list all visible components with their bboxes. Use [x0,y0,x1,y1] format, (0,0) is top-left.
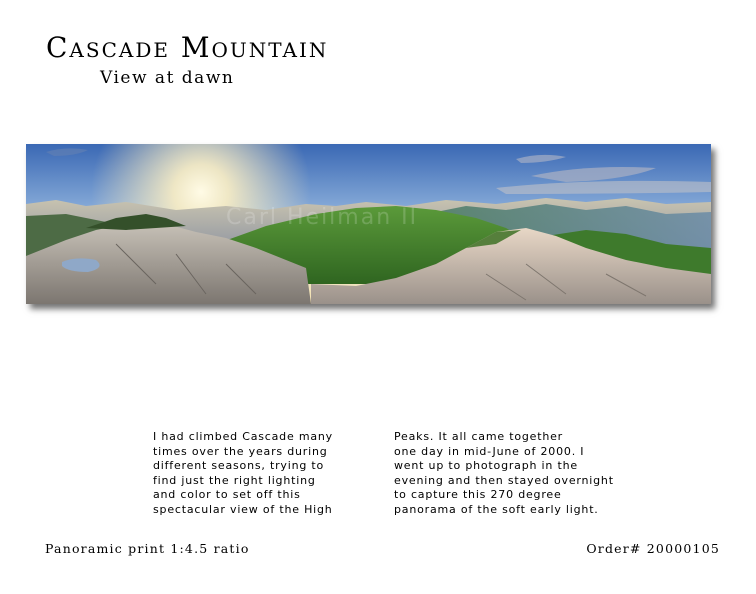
panorama-photo [26,144,711,304]
order-number: Order# 20000105 [586,541,720,556]
page-subtitle: View at dawn [100,68,235,88]
watermark-text: Carl Heilman II [226,205,419,230]
description-right: Peaks. It all came together one day in mid-June of 2000. I went up to photograph in the evening and then stayed overnight to capture this 270 degree panorama of the soft early light. [394,430,614,516]
panorama-image [26,144,711,304]
print-format-label: Panoramic print 1:4.5 ratio [45,541,250,556]
page-title: Cascade Mountain [46,31,329,64]
description-left: I had climbed Cascade many times over the years during different seasons, trying to find just the right lighting and color to set off this spectacular view of the High [153,430,333,516]
